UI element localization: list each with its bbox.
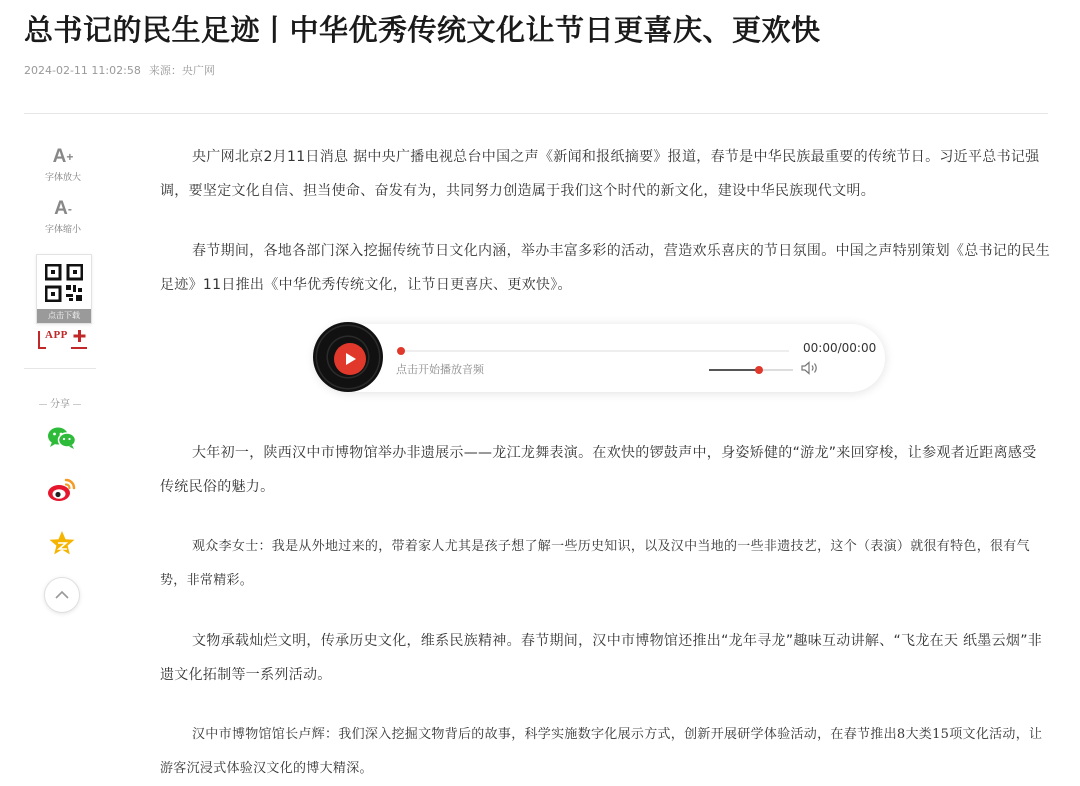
favorite-button[interactable] [44, 525, 80, 561]
article-quote: 汉中市博物馆馆长卢辉：我们深入挖掘文物背后的故事，科学实施数字化展示方式，创新开展研学体验活动，在春节推出8大类15项文化活动，让游客沉浸式体验汉文化的博大精深。 [160, 727, 1043, 776]
volume-slider[interactable] [709, 369, 793, 371]
font-increase-label: 字体放大 [44, 173, 81, 183]
app-qr-download[interactable] [36, 254, 92, 324]
article-title: 总书记的民生足迹丨中华优秀传统文化让节日更喜庆、更欢快 [24, 13, 821, 47]
audio-time: 00:00/00:00 [803, 341, 877, 355]
font-decrease-icon [38, 199, 88, 219]
font-increase-glyph: A [52, 146, 67, 167]
audio-progress-handle[interactable] [397, 347, 405, 355]
font-decrease-sup: - [67, 202, 72, 216]
arrow-up-icon [54, 590, 70, 600]
volume-icon[interactable] [801, 361, 819, 375]
weibo-share-button[interactable] [44, 472, 80, 508]
article-source: 来源：央广网 [148, 64, 215, 77]
article-paragraph: 文物承载灿烂文明，传承历史文化，维系民族精神。春节期间，汉中市博物馆还推出“龙年寻龙”趣味互动讲解、“飞龙在天 纸墨云烟”非遗文化拓制等一系列活动。 [160, 633, 1043, 683]
wechat-share-button[interactable] [44, 420, 80, 456]
article-paragraph: 央广网北京2月11日消息 据中央广播电视总台中国之声《新闻和报纸摘要》报道，春节是中华民族最重要的传统节日。习近平总书记强调，要坚定文化自信、担当使命、奋发有为，共同努力创造属于我们这个时代的新文化，建设中华民族现代文明。 [160, 149, 1040, 199]
article-paragraph: 大年初一，陕西汉中市博物馆举办非遗展示——龙江龙舞表演。在欢快的锣鼓声中，身姿矫健的“游龙”来回穿梭，让参观者近距离感受传统民俗的魅力。 [160, 445, 1037, 495]
wechat-icon [47, 426, 77, 450]
qr-download-label: 点击下载 [37, 309, 91, 323]
volume-handle[interactable] [755, 366, 763, 374]
header-divider [24, 113, 1048, 114]
back-to-top-button[interactable] [44, 577, 80, 613]
font-increase-button[interactable] [38, 147, 88, 183]
qr-code-icon [45, 264, 83, 302]
volume-fill [709, 369, 759, 371]
star-icon [48, 529, 76, 557]
font-decrease-glyph: A [54, 198, 68, 219]
font-decrease-label: 字体缩小 [44, 225, 81, 235]
article-paragraph: 春节期间，各地各部门深入挖掘传统节日文化内涵，举办丰富多彩的活动，营造欢乐喜庆的节日氛围。中国之声特别策划《总书记的民生足迹》11日推出《中华优秀传统文化，让节日更喜庆、更欢快》。 [160, 243, 1050, 293]
article-quote: 观众李女士：我是从外地过来的，带着家人尤其是孩子想了解一些历史知识，以及汉中当地的一些非遗技艺，这个（表演）就很有特色，很有气势，非常精彩。 [160, 539, 1030, 588]
article-meta [24, 62, 215, 78]
play-icon [344, 353, 356, 365]
font-decrease-button[interactable] [38, 199, 88, 235]
play-button[interactable] [334, 343, 366, 375]
share-label: 分享 [24, 395, 96, 410]
app-download-icon[interactable] [38, 328, 90, 350]
audio-progress-bar[interactable] [399, 350, 789, 352]
audio-hint: 点击开始播放音频 [396, 363, 484, 376]
font-increase-sup: + [66, 150, 74, 164]
publish-datetime: 2024-02-11 11:02:58 [24, 64, 141, 77]
font-increase-icon [38, 147, 88, 167]
toolbar-divider [24, 368, 96, 369]
audio-player [315, 324, 885, 392]
weibo-icon [47, 477, 77, 503]
app-label: APP [45, 329, 68, 341]
